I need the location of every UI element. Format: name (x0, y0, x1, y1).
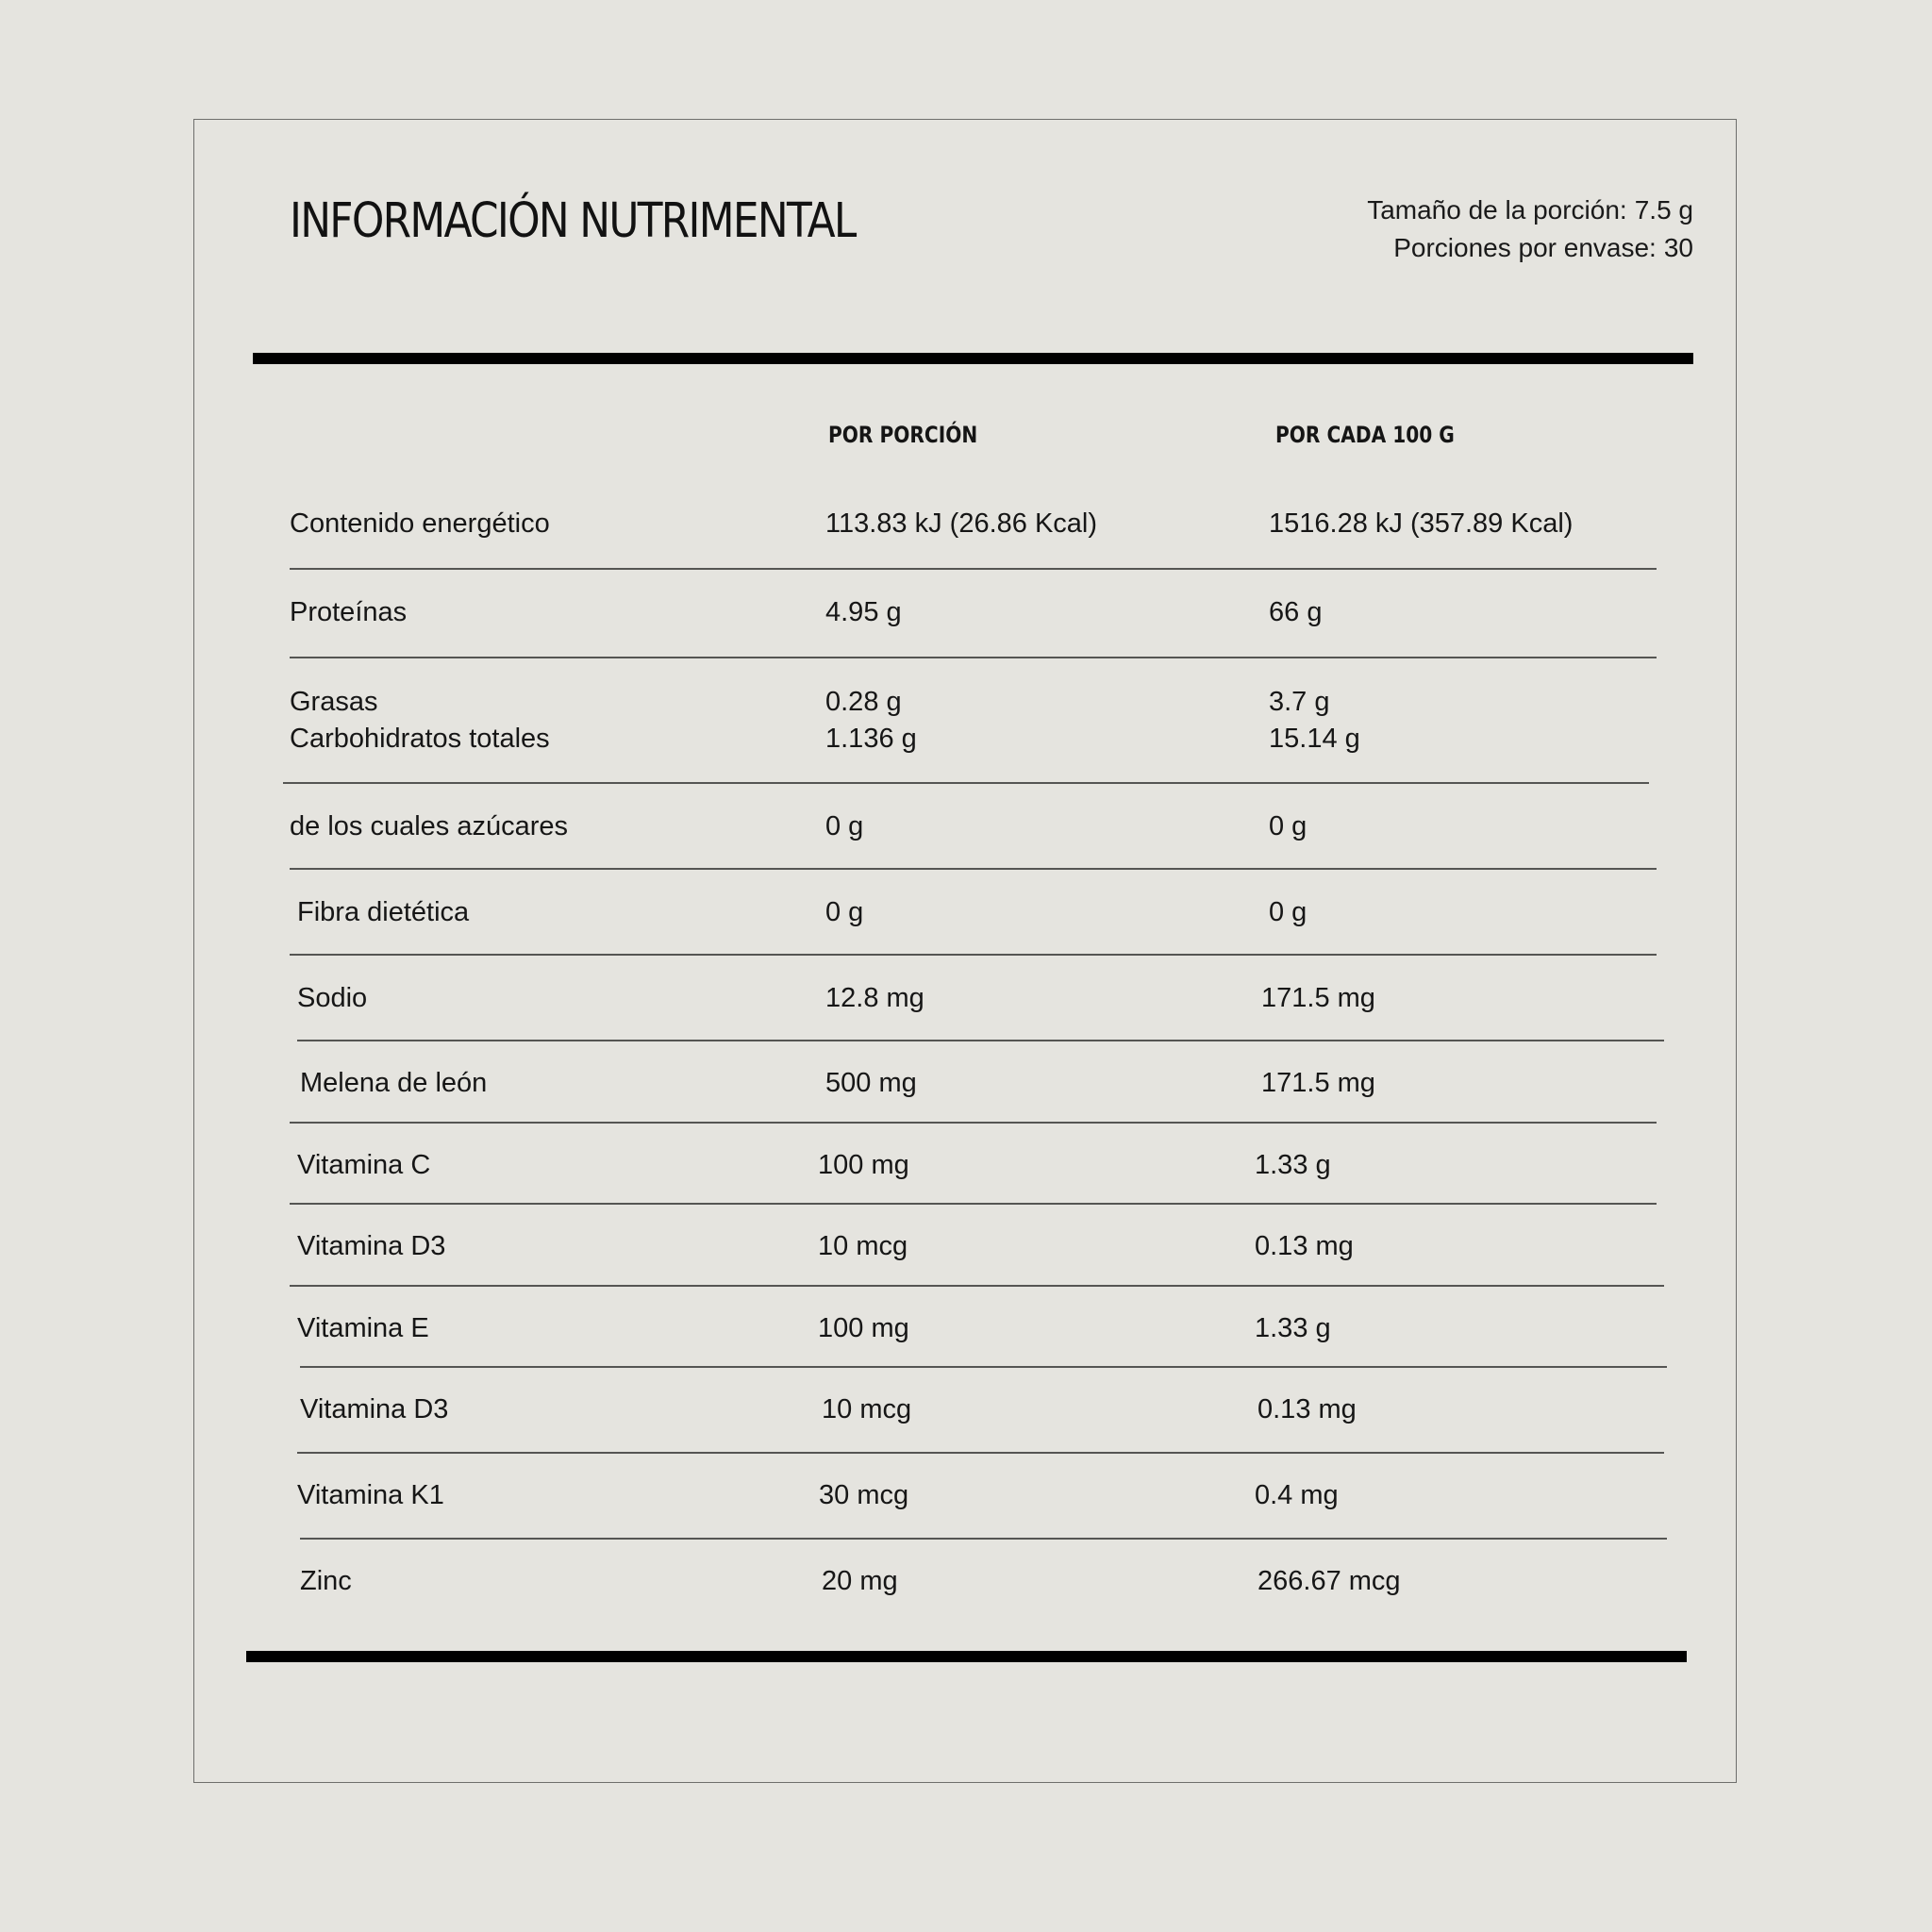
nutrient-per-100g: 66 g (1269, 597, 1323, 627)
row-divider (283, 782, 1649, 784)
row-divider (290, 1122, 1657, 1124)
row-divider (290, 1285, 1664, 1287)
nutrient-per-serving: 0 g (825, 811, 864, 841)
nutrient-per-serving: 113.83 kJ (26.86 Kcal) (825, 508, 1098, 539)
nutrient-name: Vitamina E (297, 1313, 429, 1343)
nutrient-per-serving: 30 mcg (819, 1480, 909, 1510)
bottom-divider (246, 1651, 1687, 1662)
nutrient-per-100g: 1516.28 kJ (357.89 Kcal) (1269, 508, 1574, 539)
serving-size-value: 7.5 g (1634, 195, 1693, 225)
nutrient-per-serving: 100 mg (818, 1313, 909, 1343)
nutrition-panel (193, 119, 1737, 1783)
nutrient-name: de los cuales azúcares (290, 811, 568, 841)
top-divider (253, 353, 1693, 364)
servings-per-container (1367, 229, 1693, 267)
nutrient-per-100g: 0.13 mg (1257, 1394, 1357, 1424)
nutrient-per-serving: 500 mg (825, 1068, 917, 1098)
nutrient-per-100g: 171.5 mg (1261, 983, 1375, 1013)
nutrient-name: Melena de león (300, 1068, 488, 1098)
nutrient-per-serving: 20 mg (822, 1566, 898, 1596)
nutrient-per-serving: 0 g (825, 897, 864, 927)
nutrient-per-serving: 100 mg (818, 1150, 909, 1180)
nutrient-per-100g: 0 g (1269, 811, 1307, 841)
nutrient-per-100g: 15.14 g (1269, 724, 1360, 754)
nutrient-per-100g: 3.7 g (1269, 687, 1330, 717)
nutrient-name: Vitamina K1 (297, 1480, 444, 1510)
nutrient-name: Fibra dietética (297, 897, 470, 927)
nutrient-name: Carbohidratos totales (290, 724, 550, 754)
row-divider (290, 868, 1657, 870)
nutrient-per-100g: 266.67 mcg (1257, 1566, 1401, 1596)
column-header-per-100g: POR CADA 100 G (1275, 422, 1455, 448)
nutrient-per-serving: 1.136 g (825, 724, 917, 754)
nutrient-name: Sodio (297, 983, 368, 1013)
nutrient-per-100g: 1.33 g (1255, 1313, 1331, 1343)
servings-per-container-label: Porciones por envase: (1393, 233, 1657, 262)
page-title: INFORMACIÓN NUTRIMENTAL (290, 193, 856, 249)
column-header-per-serving: POR PORCIÓN (828, 422, 978, 448)
nutrient-per-serving: 10 mcg (818, 1231, 908, 1261)
row-divider (300, 1538, 1667, 1540)
row-divider (297, 1452, 1664, 1454)
row-divider (290, 568, 1657, 570)
nutrient-per-100g: 171.5 mg (1261, 1068, 1375, 1098)
row-divider (290, 657, 1657, 658)
servings-per-container-value: 30 (1663, 233, 1693, 262)
nutrient-per-100g: 0.13 mg (1255, 1231, 1354, 1261)
nutrient-name: Vitamina D3 (297, 1231, 446, 1261)
nutrient-name: Proteínas (290, 597, 408, 627)
serving-size-label: Tamaño de la porción: (1367, 195, 1627, 225)
row-divider (300, 1366, 1667, 1368)
serving-size (1367, 192, 1693, 229)
nutrient-per-100g: 0.4 mg (1255, 1480, 1339, 1510)
nutrient-per-serving: 4.95 g (825, 597, 902, 627)
nutrient-name: Contenido energético (290, 508, 550, 539)
nutrient-per-serving: 0.28 g (825, 687, 902, 717)
nutrient-name: Vitamina D3 (300, 1394, 449, 1424)
serving-info (1367, 192, 1693, 267)
row-divider (290, 954, 1657, 956)
nutrient-per-100g: 0 g (1269, 897, 1307, 927)
nutrient-per-serving: 10 mcg (822, 1394, 912, 1424)
row-divider (297, 1040, 1664, 1041)
nutrient-name: Grasas (290, 687, 378, 717)
row-divider (290, 1203, 1657, 1205)
nutrient-per-100g: 1.33 g (1255, 1150, 1331, 1180)
nutrient-name: Vitamina C (297, 1150, 431, 1180)
nutrient-per-serving: 12.8 mg (825, 983, 924, 1013)
nutrient-name: Zinc (300, 1566, 352, 1596)
